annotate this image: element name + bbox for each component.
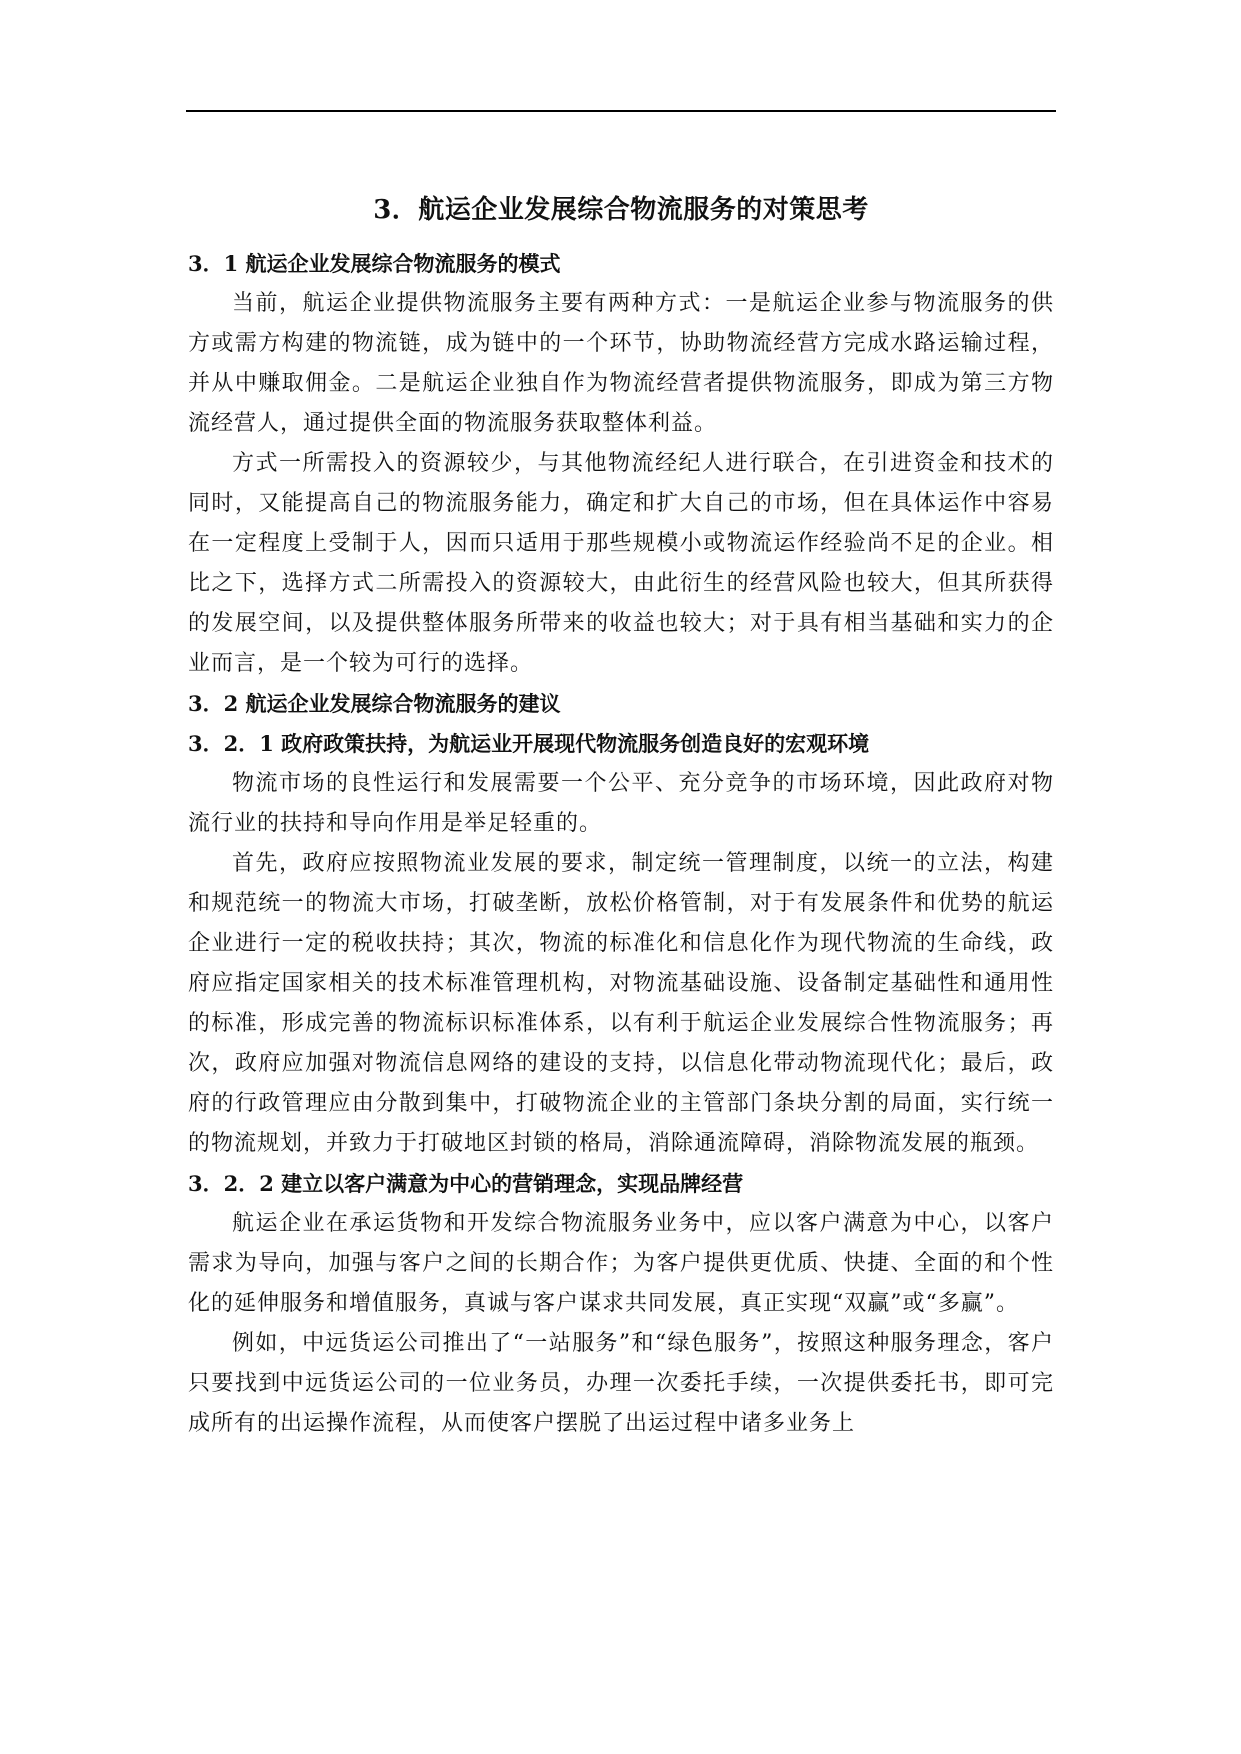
page-content: [188, 188, 1054, 1444]
section-heading-3-2: 3．2 航运企业发展综合物流服务的建议: [188, 691, 561, 716]
paragraph: 例如，中远货运公司推出了“一站服务”和“绿色服务”，按照这种服务理念，客户只要找到中远货运公司的一位业务员，办理一次委托手续，一次提供委托书，即可完成所有的出运操作流程，从而使客户摆脱了出运过程中诸多业务上: [188, 1331, 1054, 1436]
section-heading-3-2-2: 3．2．2 建立以客户满意为中心的营销理念，实现品牌经营: [188, 1171, 744, 1196]
section-heading-3-1: 3．1 航运企业发展综合物流服务的模式: [188, 251, 561, 276]
section-heading-3-2-1: 3．2．1 政府政策扶持，为航运业开展现代物流服务创造良好的宏观环境: [188, 731, 870, 756]
chapter-title: 3．航运企业发展综合物流服务的对策思考: [373, 195, 869, 225]
paragraph: 首先，政府应按照物流业发展的要求，制定统一管理制度，以统一的立法，构建和规范统一的物流大市场，打破垄断，放松价格管制，对于有发展条件和优势的航运企业进行一定的税收扶持；其次，物流的标准化和信息化作为现代物流的生命线，政府应指定国家相关的技术标准管理机构，对物流基础设施、设备制定基础性和通用性的标准，形成完善的物流标识标准体系，以有利于航运企业发展综合性物流服务；再次，政府应加强对物流信息网络的建设的支持，以信息化带动物流现代化；最后，政府的行政管理应由分散到集中，打破物流企业的主管部门条块分割的局面，实行统一的物流规划，并致力于打破地区封锁的格局，消除通流障碍，消除物流发展的瓶颈。: [188, 851, 1054, 1156]
paragraph: 方式一所需投入的资源较少，与其他物流经纪人进行联合，在引进资金和技术的同时，又能提高自己的物流服务能力，确定和扩大自己的市场，但在具体运作中容易在一定程度上受制于人，因而只适用于那些规模小或物流运作经验尚不足的企业。相比之下，选择方式二所需投入的资源较大，由此衍生的经营风险也较大，但其所获得的发展空间，以及提供整体服务所带来的收益也较大；对于具有相当基础和实力的企业而言，是一个较为可行的选择。: [188, 451, 1054, 676]
header-rule: [186, 110, 1056, 112]
paragraph: 物流市场的良性运行和发展需要一个公平、充分竞争的市场环境，因此政府对物流行业的扶持和导向作用是举足轻重的。: [188, 771, 1054, 836]
paragraph: 航运企业在承运货物和开发综合物流服务业务中，应以客户满意为中心，以客户需求为导向，加强与客户之间的长期合作；为客户提供更优质、快捷、全面的和个性化的延伸服务和增值服务，真诚与客户谋求共同发展，真正实现“双赢”或“多赢”。: [188, 1211, 1054, 1316]
paragraph: 当前，航运企业提供物流服务主要有两种方式：一是航运企业参与物流服务的供方或需方构建的物流链，成为链中的一个环节，协助物流经营方完成水路运输过程，并从中赚取佣金。二是航运企业独自作为物流经营者提供物流服务，即成为第三方物流经营人，通过提供全面的物流服务获取整体利益。: [188, 291, 1054, 436]
